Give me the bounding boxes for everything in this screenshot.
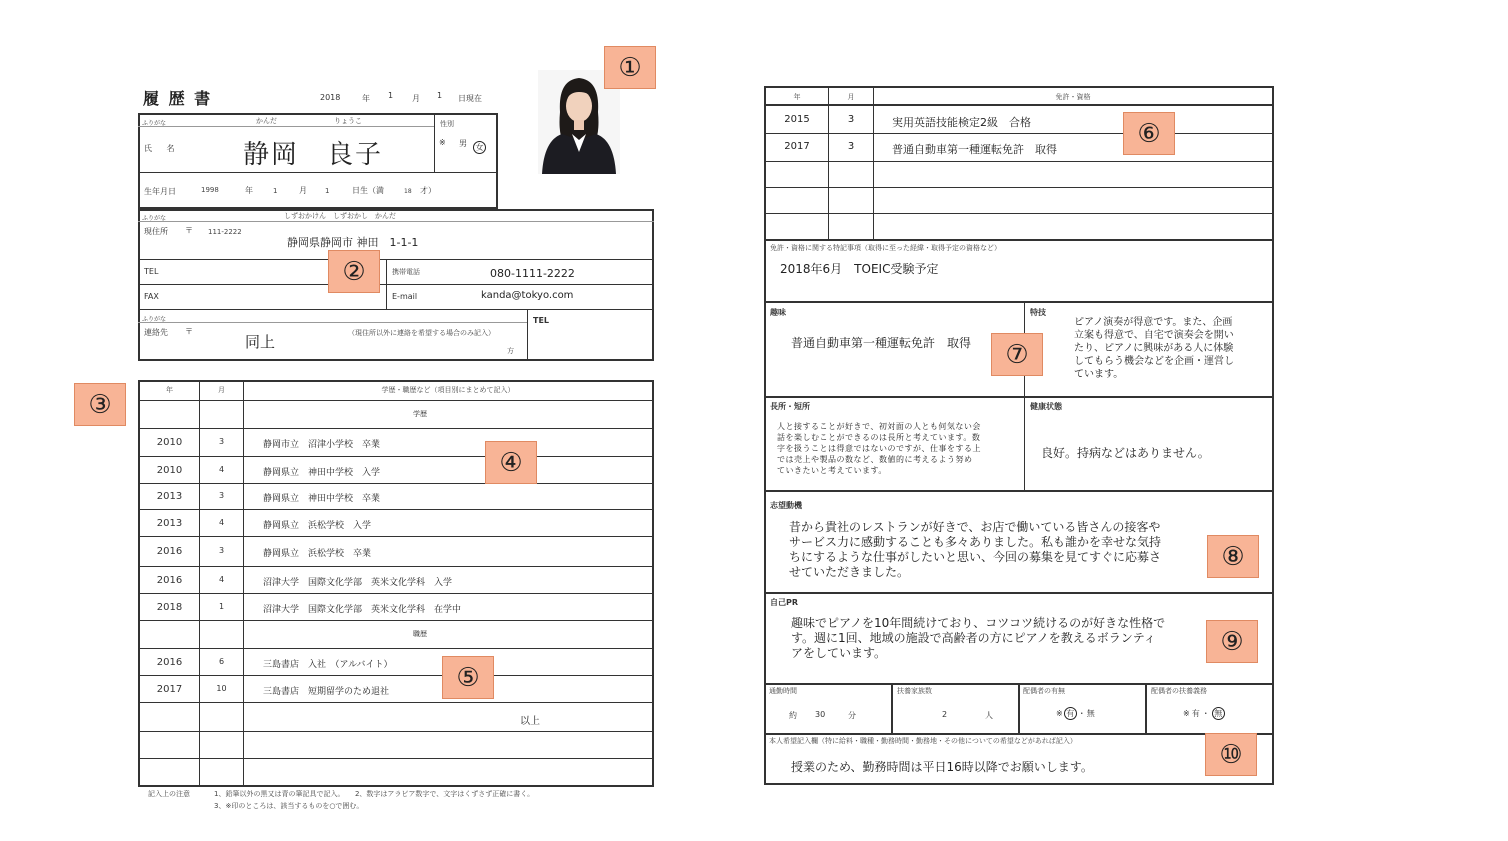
commute-label: 通勤時間 [769, 687, 797, 695]
name-furigana-given: りょうこ [334, 117, 362, 125]
history-col-content: 学歴・職歴など（項目別にまとめて記入） [381, 386, 515, 394]
badge-4: ④ [485, 441, 537, 484]
pr-label: 自己PR [770, 598, 799, 607]
birth-month: 1 [273, 187, 278, 195]
history-row-content: 沼津大学 国際文化学部 英米文化学科 在学中 [263, 605, 462, 615]
history-row-line [138, 702, 654, 703]
birth-month-unit: 月 [299, 186, 307, 195]
history-row-content: 静岡市立 沼津小学校 卒業 [263, 440, 381, 450]
name-value: 静岡 良子 [243, 140, 384, 170]
badge-10: ⑩ [1205, 733, 1257, 776]
name-furigana-family: かんだ [256, 117, 277, 125]
history-row-year: 2013 [156, 491, 183, 502]
history-row-line [138, 509, 654, 510]
history-col-year: 年 [166, 386, 173, 394]
birth-age: 18 [404, 188, 412, 195]
notes-line1: 1、鉛筆以外の黒又は青の筆記具で記入。 2、数字はアラビア数字で、文字はくずさず正確に書く。 [214, 790, 535, 798]
history-row-content: 沼津大学 国際文化学部 英米文化学科 入学 [263, 578, 453, 588]
history-row-line [138, 731, 654, 732]
history-row-year: 2017 [156, 684, 183, 695]
tel-label: TEL [144, 267, 159, 276]
skill-text: ピアノ演奏が得意です。また、企画 立案も得意で、自宅で演奏会を開い たり、ピアノに興味がある人に体験 してもらう機会などを企画・運営し ています。 [1074, 317, 1234, 380]
license-table [764, 86, 1274, 241]
dependents-unit: 人 [985, 711, 993, 720]
hobby-label: 趣味 [770, 308, 786, 317]
history-row-line [138, 620, 654, 621]
history-row-month: 1 [218, 602, 225, 611]
mobile-label: 携帯電話 [392, 268, 420, 276]
email-value: kanda@tokyo.com [481, 290, 574, 301]
special-label: 免許・資格に関する特記事項（取得に至った経緯・取得予定の資格など） [770, 244, 1001, 252]
history-row-content: 三島書店 短期留学のため退社 [263, 687, 390, 697]
birth-day: 1 [325, 187, 330, 195]
birth-label: 生年月日 [144, 187, 176, 196]
notes-label: 記入上の注意 [148, 790, 190, 798]
dependents-value: 2 [942, 710, 948, 719]
history-row-month: 4 [218, 465, 225, 474]
license-row-content: 実用英語技能検定2級 合格 [892, 116, 1031, 129]
history-row-line [138, 483, 654, 484]
health-value: 良好。持病などはありません。 [1041, 446, 1210, 460]
notes-line2: 3、※印のところは、該当するものを○で囲む。 [214, 802, 364, 810]
strength-text: 人と接することが好きで、初対面の人とも何気ない会 話を楽しむことができるのは長所と考えています。数 字を扱うことは得意ではないのですが、仕事をする上 では売上や製品の数など、数値的に考えるよう努め ていきたいと考えています。 [777, 422, 981, 475]
history-row-line [138, 758, 654, 759]
history-row-month: 3 [218, 546, 225, 555]
badge-5: ⑤ [442, 656, 494, 699]
history-row-content: 静岡県立 神田中学校 入学 [263, 468, 381, 478]
license-row-month: 3 [847, 141, 855, 152]
history-row-line [138, 428, 654, 429]
email-label: E-mail [392, 292, 418, 301]
history-row-year: 2016 [156, 546, 183, 557]
gender-mark: ※ [439, 138, 446, 147]
history-row-year: 2018 [156, 602, 183, 613]
history-row-year: 2010 [156, 437, 183, 448]
license-row-line [764, 133, 1274, 134]
contact-note: （現住所以外に連絡を希望する場合のみ記入） [348, 329, 495, 337]
birth-year: 1998 [201, 186, 219, 194]
address-postal: 111-2222 [208, 228, 242, 236]
address-furigana: しずおかけん しずおかし かんだ [284, 212, 396, 220]
history-row-month: 3 [218, 437, 225, 446]
license-col-year: 年 [793, 93, 801, 101]
commute-value: 30 [815, 710, 826, 719]
gender-female: 女 [473, 135, 486, 154]
motivation-label: 志望動機 [770, 501, 802, 510]
contact-furigana-label: ふりがな [142, 316, 167, 323]
spouse-label: 配偶者の有無 [1023, 687, 1065, 695]
birth-year-unit: 年 [245, 186, 253, 195]
history-row-year: 2013 [156, 518, 183, 529]
history-row-content: 三島書店 入社 （アルバイト） [263, 660, 393, 670]
gender-male: 男 [459, 139, 467, 148]
fax-label: FAX [144, 292, 159, 301]
history-row-year: 2010 [156, 465, 183, 476]
page-title: 履 歴 書 [143, 89, 213, 108]
license-row-year: 2017 [784, 141, 810, 152]
history-row-year: 2016 [156, 657, 183, 668]
license-row-line [764, 161, 1274, 162]
date-day: 1 [437, 91, 443, 100]
history-col-month: 月 [218, 386, 225, 394]
special-value: 2018年6月 TOEIC受験予定 [780, 262, 939, 276]
dependents-label: 扶養家族数 [897, 687, 932, 695]
history-row-content: 以上 [520, 716, 540, 727]
spouse-options: ※ 有 ・ 無 [1056, 709, 1095, 718]
address-value: 静岡県静岡市 神田 1-1-1 [287, 236, 419, 249]
license-col-content: 免許・資格 [1055, 93, 1091, 101]
history-row-year: 2016 [156, 575, 183, 586]
history-row-month: 6 [218, 657, 225, 666]
strength-label: 長所・短所 [770, 402, 810, 411]
badge-3: ③ [74, 383, 126, 426]
history-row-content: 職歴 [413, 630, 427, 638]
license-row-year: 2015 [784, 114, 810, 125]
license-col-month: 月 [847, 93, 855, 101]
history-row-content: 学歴 [413, 410, 427, 418]
address-furigana-label: ふりがな [142, 215, 167, 222]
history-row-content: 静岡県立 浜松学校 入学 [263, 521, 372, 531]
spouse-support-options: ※ 有 ・ 無 [1183, 707, 1225, 720]
history-row-month: 10 [216, 684, 227, 693]
birth-age-unit: 才） [420, 186, 436, 195]
history-row-line [138, 593, 654, 594]
contact-tel-label: TEL [533, 316, 550, 325]
badge-6: ⑥ [1123, 112, 1175, 155]
address-postal-mark: 〒 [185, 226, 193, 235]
contact-label: 連絡先 [144, 328, 168, 337]
history-row-line [138, 536, 654, 537]
history-row-month: 4 [218, 575, 225, 584]
mobile-value: 080-1111-2222 [490, 267, 575, 280]
birth-day-unit: 日生（満 [352, 186, 384, 195]
commute-unit: 分 [848, 711, 856, 720]
date-year-unit: 年 [362, 94, 370, 103]
skill-label: 特技 [1030, 308, 1046, 317]
history-row-line [138, 648, 654, 649]
license-row-month: 3 [847, 114, 855, 125]
badge-2: ② [328, 250, 380, 293]
date-month-unit: 月 [412, 94, 420, 103]
history-row-line [138, 400, 654, 401]
badge-9: ⑨ [1206, 620, 1258, 663]
history-row-content: 静岡県立 浜松学校 卒業 [263, 549, 372, 559]
date-year: 2018 [320, 93, 341, 102]
badge-7: ⑦ [991, 333, 1043, 376]
name-furigana-label: ふりがな [142, 120, 167, 127]
name-label: 氏 名 [144, 144, 181, 153]
history-row-line [138, 675, 654, 676]
contact-value: 同上 [245, 333, 276, 351]
commute-prefix: 約 [789, 711, 797, 720]
contact-postal-mark: 〒 [185, 327, 193, 336]
health-label: 健康状態 [1030, 402, 1062, 411]
hobby-value: 普通自動車第一種運転免許 取得 [791, 336, 972, 350]
history-row-content: 静岡県立 神田中学校 卒業 [263, 494, 381, 504]
badge-1: ① [604, 46, 656, 89]
history-row-line [138, 456, 654, 457]
history-row-month: 4 [218, 518, 225, 527]
date-month: 1 [388, 91, 394, 100]
license-row-line [764, 187, 1274, 188]
spouse-support-label: 配偶者の扶養義務 [1151, 687, 1207, 695]
license-row-line [764, 213, 1274, 214]
motivation-text: 昔から貴社のレストランが好きで、お店で働いている皆さんの接客や サービス力に感動することも多々ありました。私も誰かを幸せな気持 ちにするような仕事がしたいと思い、今回の募集を見てすぐに応募さ せていただきました。 [789, 520, 1162, 579]
license-row-content: 普通自動車第一種運転免許 取得 [892, 143, 1057, 156]
request-value: 授業のため、勤務時間は平日16時以降でお願いします。 [791, 760, 1093, 774]
history-row-line [138, 566, 654, 567]
date-day-unit: 日現在 [458, 94, 482, 103]
badge-8: ⑧ [1207, 535, 1259, 578]
address-label: 現住所 [144, 227, 168, 236]
pr-text: 趣味でピアノを10年間続けており、コツコツ続けるのが好きな性格で す。週に1回、地域の施設で高齢者の方にピアノを教えるボランティ アをしています。 [791, 616, 1166, 660]
history-row-month: 3 [218, 491, 225, 500]
request-label: 本人希望記入欄（特に給料・職種・勤務時間・勤務地・その他についての希望などがあれば記入） [769, 737, 1077, 745]
contact-suffix: 方 [507, 347, 514, 355]
gender-label: 性別 [440, 120, 454, 128]
